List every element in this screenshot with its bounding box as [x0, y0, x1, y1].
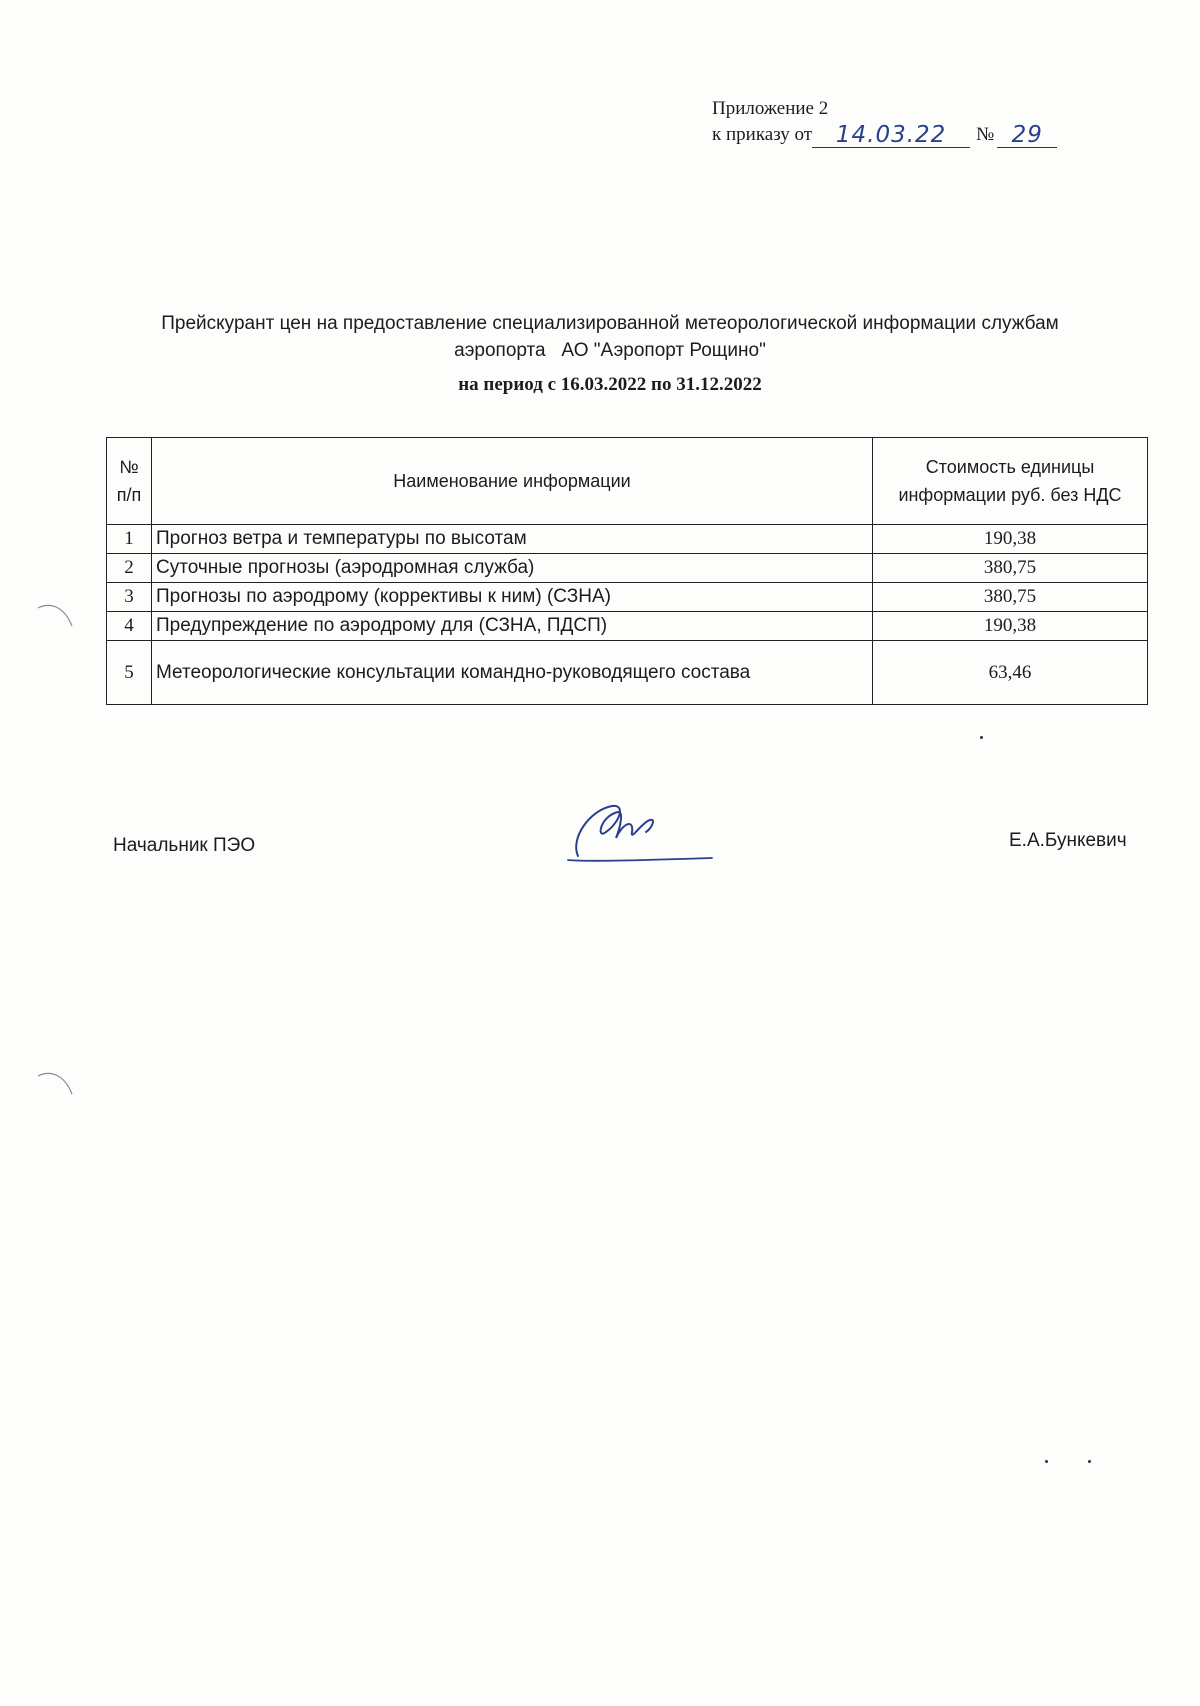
header-price: [873, 438, 1148, 525]
row-price: 190,38: [873, 612, 1148, 641]
table-row: [107, 525, 1148, 554]
row-name: Метеорологические консультации командно-руководящего состава: [152, 641, 873, 705]
order-prefix: к приказу от: [712, 124, 813, 145]
table-row: [107, 554, 1148, 583]
row-price: 380,75: [873, 583, 1148, 612]
header-price-line-1: Стоимость единицы: [925, 457, 1095, 477]
handwritten-order-date: 14.03.22: [812, 123, 970, 148]
handwritten-order-number: 29: [997, 123, 1057, 148]
table-row: [107, 612, 1148, 641]
scan-speck: [1088, 1460, 1091, 1463]
row-name: Предупреждение по аэродрому для (СЗНА, ПДСП): [152, 612, 873, 641]
order-number-label: №: [976, 124, 995, 145]
annex-order-line: [712, 122, 1057, 148]
price-table: [106, 437, 1148, 705]
handwritten-signature: [560, 798, 720, 868]
row-number: 5: [107, 641, 152, 705]
row-name: Суточные прогнозы (аэродромная служба): [152, 554, 873, 583]
row-number: 3: [107, 583, 152, 612]
header-name: Наименование информации: [152, 438, 873, 525]
header-number-line-2: п/п: [116, 485, 142, 505]
header-price-line-2: информации руб. без НДС: [898, 485, 1122, 505]
document-title: [110, 310, 1110, 364]
annex-title: Приложение 2: [712, 98, 829, 119]
row-number: 1: [107, 525, 152, 554]
scan-hole-mark: [36, 1068, 76, 1098]
table-header-row: [107, 438, 1148, 525]
row-price: 190,38: [873, 525, 1148, 554]
table-row: [107, 583, 1148, 612]
scan-speck: [1045, 1460, 1048, 1463]
annex-reference: [712, 96, 1057, 148]
table-row: [107, 641, 1148, 705]
title-line-2: аэропорта АО "Аэропорт Рощино": [454, 340, 766, 361]
signatory-role: Начальник ПЭО: [113, 835, 256, 856]
row-number: 4: [107, 612, 152, 641]
row-name: Прогнозы по аэродрому (коррективы к ним) (СЗНА): [152, 583, 873, 612]
header-number: [107, 438, 152, 525]
row-name: Прогноз ветра и температуры по высотам: [152, 525, 873, 554]
scan-speck: [980, 736, 983, 739]
validity-period: на период с 16.03.2022 по 31.12.2022: [458, 374, 762, 395]
row-number: 2: [107, 554, 152, 583]
signatory-name: Е.А.Бункевич: [1009, 830, 1127, 851]
header-number-line-1: №: [119, 457, 139, 477]
title-line-1: Прейскурант цен на предоставление специализированной метеорологической информации службам: [161, 313, 1059, 334]
scan-hole-mark: [36, 600, 76, 630]
row-price: 380,75: [873, 554, 1148, 583]
row-price: 63,46: [873, 641, 1148, 705]
